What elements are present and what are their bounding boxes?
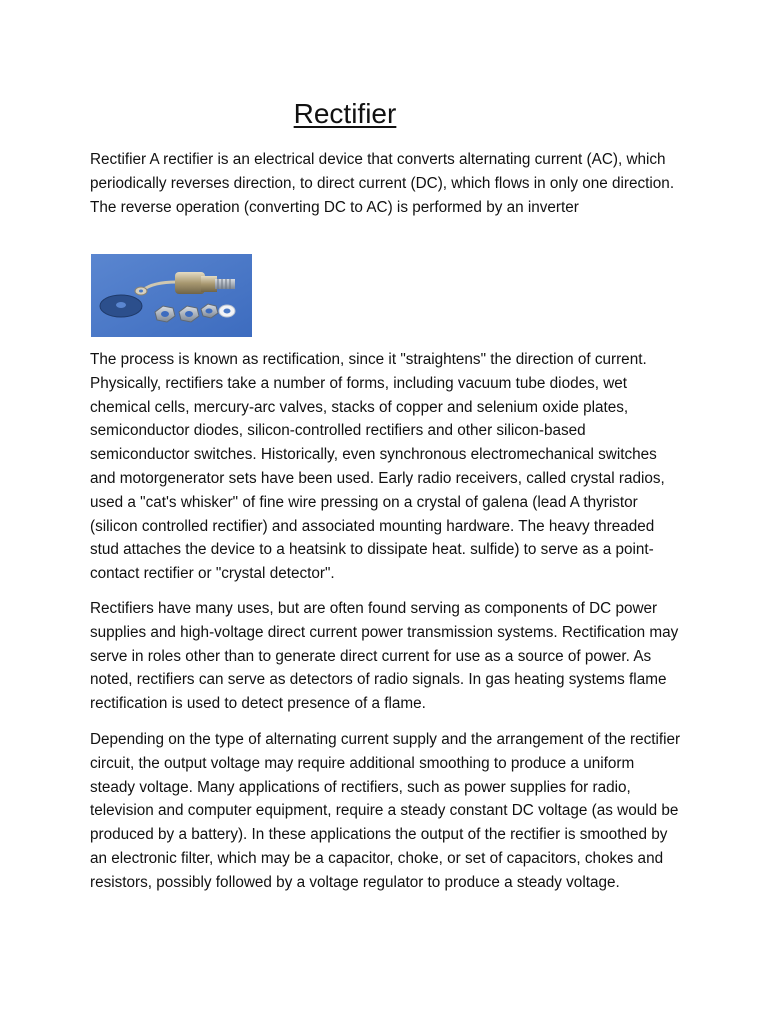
paragraph-smoothing: Depending on the type of alternating current supply and the arrangement of the rectifier circuit, the output voltage may require additional smoothing to produce a uniform steady voltage. Many applications of rectifiers, such as power supplies for radio, television and computer equipment, require a steady constant DC voltage (as would be produced by a battery). In these applications the output of the rectifier is smoothed by an electronic filter, which may be a capacitor, choke, or set of capacitors, chokes and resistors, possibly followed by a voltage regulator to produce a steady voltage. xyxy=(90,731,681,891)
paragraph-rectification: The process is known as rectification, since it "straightens" the direction of current. Physically, rectifiers take a number of forms, including vacuum tube diodes, wet chemical cells, mercury-arc valves, stacks of copper and selenium oxide plates, semiconductor diodes, silicon-controlled rectifiers and other silicon-based semiconductor switches. Historically, even synchronous electromechanical switches and motorgenerator sets have been used. Early radio receivers, called crystal radios, used a "cat's whisker" of fine wire pressing on a crystal of galena (lead A thyristor (silicon controlled rectifier) and associated mounting hardware. The heavy threaded stud attaches the device to a heatsink to dissipate heat. sulfide) to serve as a point-contact rectifier or "crystal detector". xyxy=(90,351,665,583)
paragraph-intro: Rectifier A rectifier is an electrical device that converts alternating current (AC), which periodically reverses direction, to direct current (DC), which flows in only one direction. The reverse operation (converting DC to AC) is performed by an inverter xyxy=(90,151,675,216)
page-title: Rectifier xyxy=(293,98,397,129)
thyristor-photo xyxy=(91,254,252,337)
paragraph-uses: Rectifiers have many uses, but are often found serving as components of DC power supplies and high-voltage direct current power transmission systems. Rectification may serve in roles other than to generate direct current for use as a source of power. As noted, rectifiers can serve as detectors of radio signals. In gas heating systems flame rectification is used to detect presence of a flame. xyxy=(90,600,679,713)
